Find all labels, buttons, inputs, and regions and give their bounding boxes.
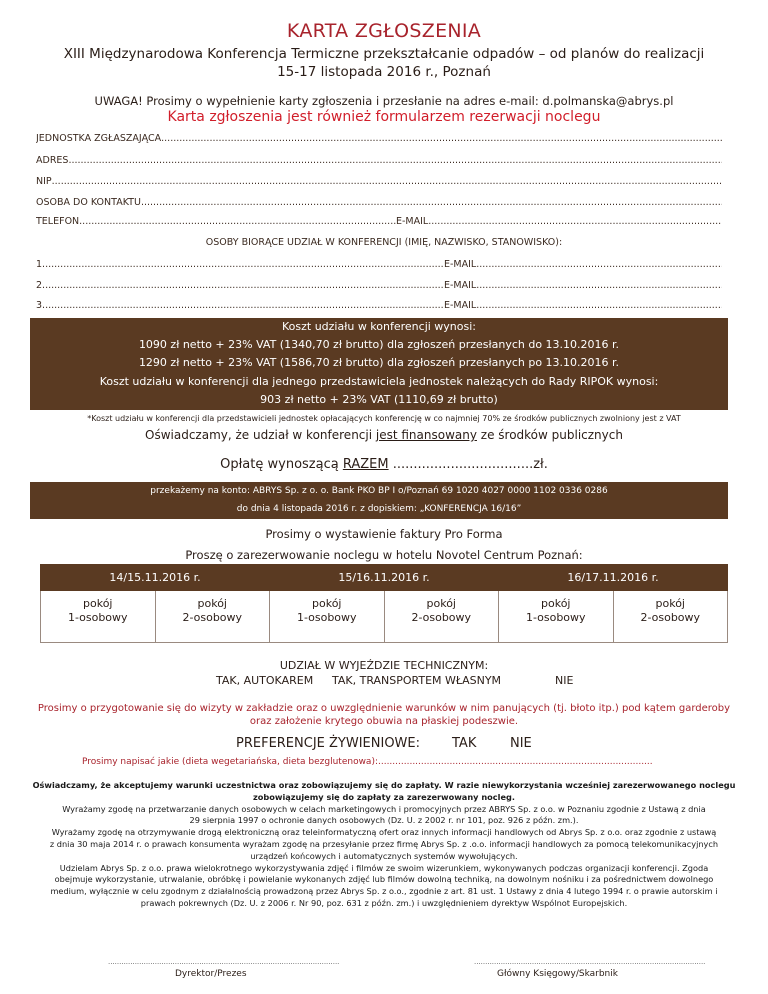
diet-yes-option[interactable]: TAK (452, 736, 477, 751)
jednostka-field[interactable] (36, 133, 722, 144)
cost-late: 1290 zł netto + 23% VAT (1586,70 zł brutto) dla zgłoszeń przesłanych po 13.10.2016 r. (138, 356, 620, 370)
conference-date: 15-17 listopada 2016 r., Poznań (277, 64, 491, 80)
room-single-option[interactable] (270, 591, 385, 643)
total-razem: RAZEM (342, 457, 389, 472)
participant-email-line (476, 280, 722, 291)
room-type: 1-osobowy (67, 611, 128, 624)
nip-label: NIP (36, 176, 52, 187)
participant-email-label: E-MAIL (444, 300, 477, 311)
email-label: E-MAIL (396, 216, 429, 227)
cost-ripok-heading: Koszt udziału w konferencji dla jednego przedstawiciela jednostek należących do Rady RIPOK wynosi: (99, 374, 659, 388)
participant-row[interactable] (36, 280, 722, 291)
total-payment[interactable] (0, 457, 768, 472)
legal-acceptance: Oświadczamy, że akceptujemy warunki uczestnictwa oraz zobowiązujemy się do zapłaty. W razie niewykorzystania wcześniej zarezerwowanego noclegu (32, 780, 736, 790)
legal-acceptance: zobowiązujemy się do zapłaty za zarezerwowany nocleg. (253, 791, 515, 802)
participant-email-label: E-MAIL (444, 280, 477, 291)
trip-bus-option[interactable]: TAK, AUTOKAREM (216, 674, 314, 687)
date-header: 14/15.11.2016 r. (41, 565, 270, 591)
room-double-option[interactable] (384, 591, 499, 643)
legal-image-consent: obejmuje wykorzystanie, utrwalanie, obróbkę i powielanie wykonanych zdjęć lub filmów dowolną techniką, na dowolnym nośniku i za pośrednictwem dowolnego (54, 874, 714, 885)
room-label: pokój (197, 597, 227, 610)
room-label: pokój (541, 597, 571, 610)
participant-number: 1. (36, 259, 46, 270)
legal-image-consent: prawach pokrewnych (Dz. U. z 2006 r. Nr 90, poz. 631 z późn. zm.) i uwzględnieniem dyrektyw Wspólnot Europejskich. (140, 897, 628, 908)
legal-statements (4, 780, 764, 910)
room-single-option[interactable] (41, 591, 156, 643)
diet-details-field[interactable]: Prosimy napisać jakie (dieta wegetariańska, dieta bezglutenowa):................................................................................................ (82, 757, 653, 767)
financing-text-end: ze środków publicznych (476, 428, 623, 442)
participant-line (45, 280, 444, 291)
cost-early: 1090 zł netto + 23% VAT (1340,70 zł brutto) dla zgłoszeń przesłanych do 13.10.2016 r. (138, 338, 620, 352)
participant-number: 3. (36, 300, 46, 311)
cost-ripok: 903 zł netto + 23% VAT (1110,69 zł brutto) (260, 392, 498, 406)
nip-line (52, 176, 722, 187)
osoba-field[interactable] (36, 197, 722, 208)
form-title: KARTA ZGŁOSZENIA (286, 20, 482, 42)
hotel-table (40, 564, 728, 643)
adres-label: ADRES (36, 155, 69, 166)
visit-line: oraz założenie krytego obuwia na płaskiej podeszwie. (249, 716, 519, 727)
telefon-email-field[interactable] (36, 216, 722, 227)
accountant-signature-label: Główny Księgowy/Skarbnik (497, 969, 618, 979)
room-label: pokój (655, 597, 685, 610)
conference-name: XIII Międzynarodowa Konferencja Termiczne przekształcanie odpadów – od planów do realizacji (63, 46, 705, 62)
email-line (428, 216, 722, 227)
participant-line (45, 259, 444, 270)
participants-heading: OSOBY BIORĄCE UDZIAŁ W KONFERENCJI (IMIĘ, NAZWISKO, STANOWISKO): (205, 237, 563, 248)
participant-number: 2. (36, 280, 46, 291)
adres-line (68, 155, 722, 166)
reservation-note: Karta zgłoszenia jest również formularzem rezerwacji noclegu (167, 109, 601, 125)
telefon-line (79, 216, 396, 227)
legal-image-consent: Udzielam Abrys Sp. z o.o. prawa wielokrotnego wykorzystywania zdjęć i filmów ze swoim wizerunkiem, wykonywanych podczas organizacji konferencji. Zgoda (59, 862, 709, 873)
participant-line (45, 300, 444, 311)
jednostka-label: JEDNOSTKA ZGŁASZAJĄCA (36, 133, 162, 144)
director-signature-line[interactable]: ........................................................................................................ (108, 958, 340, 966)
participant-row[interactable] (36, 300, 722, 311)
total-label: Opłatę wynoszącą (220, 457, 343, 472)
accountant-signature-line[interactable]: ........................................................................................................ (474, 958, 706, 966)
room-type: 1-osobowy (525, 611, 586, 624)
room-double-option[interactable] (613, 591, 728, 643)
room-double-option[interactable] (155, 591, 270, 643)
director-signature-label: Dyrektor/Prezes (175, 969, 247, 979)
room-type: 2-osobowy (182, 611, 243, 624)
financing-emphasis: jest finansowany (375, 428, 477, 442)
hotel-rooms-row (41, 591, 728, 643)
nip-field[interactable] (36, 176, 722, 187)
legal-marketing-consent: urządzeń końcowych i automatycznych systemów wywołujących. (250, 850, 518, 861)
trip-no-option[interactable]: NIE (555, 674, 574, 687)
osoba-label: OSOBA DO KONTAKTU (36, 197, 141, 208)
date-header: 16/17.11.2016 r. (499, 565, 728, 591)
participant-email-line (476, 300, 722, 311)
room-type: 1-osobowy (296, 611, 357, 624)
hotel-heading: Proszę o zarezerwowanie noclegu w hotelu Novotel Centrum Poznań: (185, 548, 583, 562)
diet-no-option[interactable]: NIE (510, 736, 532, 751)
legal-data-consent: 29 sierpnia 1997 o ochronie danych osobowych (Dz. U. z 2002 r. nr 101, poz. 926 z późn. zm.). (189, 815, 579, 826)
cost-heading: Koszt udziału w konferencji wynosi: (281, 320, 477, 333)
vat-footnote: *Koszt udziału w konferencji dla przedstawicieli jednostek opłacających konferencję w co najmniej 70% ze środków publicznych zwolniony jest z VAT (87, 414, 681, 423)
financing-text: Oświadczamy, że udział w konferencji (145, 428, 376, 442)
room-type: 2-osobowy (411, 611, 472, 624)
participant-row[interactable] (36, 259, 722, 270)
total-amount-line: ..................................zł. (388, 457, 548, 472)
room-label: pokój (83, 597, 113, 610)
jednostka-line (161, 133, 722, 144)
trip-own-transport-option[interactable]: TAK, TRANSPORTEM WŁASNYM (332, 674, 502, 687)
telefon-label: TELEFON (36, 216, 80, 227)
participant-email-line (476, 259, 722, 270)
room-type: 2-osobowy (640, 611, 701, 624)
legal-marketing-consent: z dnia 30 maja 2014 r. o prawach konsumenta wyrażam zgodę na przesyłanie przez firmę Abrys Sp. z .o.o. informacji handlowych za pomocą telekomunikacyjnych (49, 838, 719, 849)
invoice-request: Prosimy o wystawienie faktury Pro Forma (265, 527, 503, 541)
diet-label: PREFERENCJE ŻYWIENIOWE: (236, 736, 420, 751)
room-label: pokój (426, 597, 456, 610)
financing-statement (0, 428, 768, 442)
bank-box (30, 482, 728, 519)
hotel-dates-row (41, 565, 728, 591)
date-header: 15/16.11.2016 r. (270, 565, 499, 591)
room-label: pokój (312, 597, 342, 610)
room-single-option[interactable] (499, 591, 614, 643)
uwaga-note: UWAGA! Prosimy o wypełnienie karty zgłoszenia i przesłanie na adres e-mail: d.polmanska@abrys.pl (94, 94, 674, 108)
bank-account: przekażemy na konto: ABRYS Sp. z o. o. Bank PKO BP I o/Poznań 69 1020 4027 0000 1102 0336 0286 (150, 486, 608, 496)
bank-deadline: do dnia 4 listopada 2016 r. z dopiskiem: „KONFERENCJA 16/16” (236, 504, 522, 514)
osoba-line (141, 197, 722, 208)
cost-box (30, 318, 728, 410)
participant-email-label: E-MAIL (444, 259, 477, 270)
legal-marketing-consent: Wyrażamy zgodę na otrzymywanie drogą elektroniczną oraz teleinformatyczną ofert oraz innych informacji handlowych od Abrys Sp. z o.o. oraz zgodnie z ustawą (51, 827, 717, 838)
visit-line: Prosimy o przygotowanie się do wizyty w zakładzie oraz o uwzględnienie warunków w nim panujących (tj. błoto itp.) pod kątem garderoby (37, 703, 731, 714)
legal-image-consent: medium, wyłącznie w celu zgodnym z działalnością prowadzoną przez Abrys Sp. z o.o., zgodnie z art. 81 ust. 1 Ustawy z dnia 4 lutego 1994 r. o prawie autorskim i (50, 886, 718, 897)
adres-field[interactable] (36, 155, 722, 166)
visit-instructions (0, 702, 768, 728)
technical-trip-heading: UDZIAŁ W WYJEŹDZIE TECHNICZNYM: (279, 659, 489, 672)
legal-data-consent: Wyrażamy zgodę na przetwarzanie danych osobowych w celach marketingowych i promocyjnych przez ABRYS Sp. z o.o. w Poznaniu zgodnie z Ustawą z dnia (62, 803, 706, 814)
